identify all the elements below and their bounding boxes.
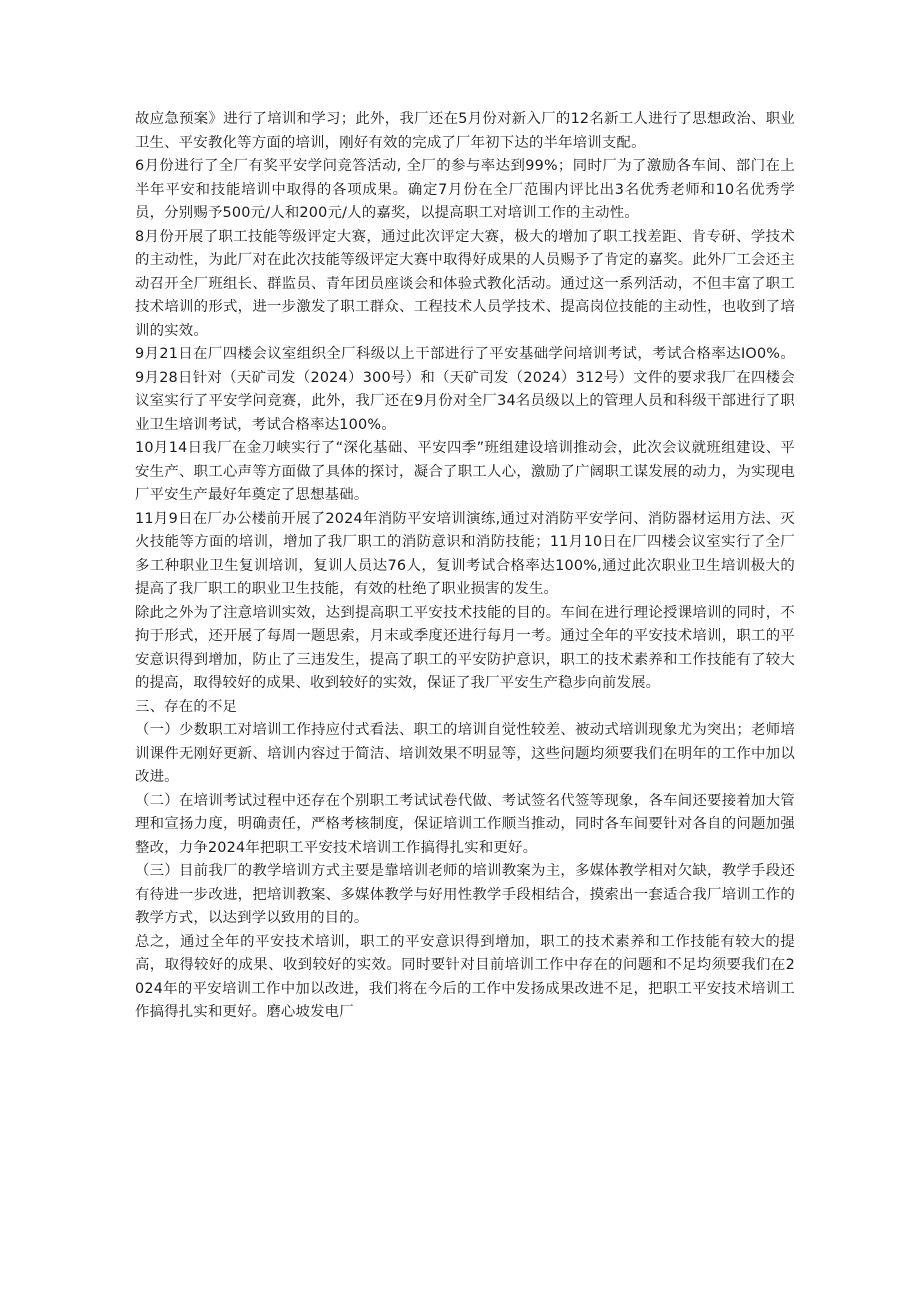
- document-body: [135, 108, 795, 1025]
- paragraph-training-results: 除此之外为了注意培训实效，达到提高职工平安技术技能的目的。车间在进行理论授课培训的同时，不拘于形式，还开展了每周一题思索，月末或季度还进行每月一考。通过全年的平安技术培训，职工的平安意识得到增加，防止了三违发生，提高了职工的平安防护意识，职工的技术素养和工作技能有了较大的提高，取得较好的成果、收到较好的实效，保证了我厂平安生产稳步向前发展。: [135, 604, 795, 691]
- paragraph-june-quiz: 6月份进行了全厂有奖平安学问竞答活动, 全厂的参与率达到99%；同时厂为了激励各车间、部门在上半年平安和技能培训中取得的各项成果。确定7月份在全厂范围内评比出3名优秀老师和10名优秀学员，分别赐予500元/人和200元/人的嘉奖，以提高职工对培训工作的主动性。: [135, 158, 795, 221]
- section-heading-shortcomings: 三、存在的不足: [135, 698, 238, 715]
- paragraph-shortcoming-1: （一）少数职工对培训工作持应付式看法、职工的培训自觉性较差、被动式培训现象尤为突出；老师培训课件无刚好更新、培训内容过于简洁、培训效果不明显等，这些问题均须要我们在明年的工作中加以改进。: [135, 722, 795, 785]
- paragraph-emergency-plan-training: 故应急预案》进行了培训和学习；此外，我厂还在5月份对新入厂的12名新工人进行了思想政治、职业卫生、平安教化等方面的培训，刚好有效的完成了厂年初下达的半年培训支配。: [135, 111, 795, 151]
- paragraph-september-exams: 9月21日在厂四楼会议室组织全厂科级以上干部进行了平安基础学问培训考试，考试合格率达IO0%。9月28日针对（天矿司发（2024）300号）和（天矿司发（2024）312号）文件的要求我厂在四楼会议室实行了平安学问竞赛，此外，我厂还在9月份对全厂34名员级以上的管理人员和科级干部进行了职业卫生培训考试，考试合格率达100%。: [135, 346, 795, 433]
- paragraph-conclusion: 总之，通过全年的平安技术培训，职工的平安意识得到增加，职工的技术素养和工作技能有较大的提高，取得较好的成果、收到较好的实效。同时要针对目前培训工作中存在的问题和不足均须要我们在2024年的平安培训工作中加以改进，我们将在今后的工作中发扬成果改进不足，把职工平安技术培训工作搞得扎实和更好。磨心坡发电厂: [135, 933, 795, 1020]
- paragraph-august-skills-contest: 8月份开展了职工技能等级评定大赛，通过此次评定大赛，极大的增加了职工找差距、肯专研、学技术的主动性，为此厂对在此次技能等级评定大赛中取得好成果的人员赐予了肯定的嘉奖。此外厂工会还主动召开全厂班组长、群监员、青年团员座谈会和体验式教化活动。通过这一系列活动，不但丰富了职工技术培训的形式，进一步激发了职工群众、工程技术人员学技术、提高岗位技能的主动性，也收到了培训的实效。: [135, 228, 795, 339]
- paragraph-shortcoming-3: （三）目前我厂的教学培训方式主要是靠培训老师的培训教案为主，多媒体教学相对欠缺，教学手段还有待进一步改进，把培训教案、多媒体教学与好用性教学手段相结合，摸索出一套适合我厂培训工作的教学方式，以达到学以致用的目的。: [135, 863, 795, 926]
- paragraph-november-fire-drill: 11月9日在厂办公楼前开展了2024年消防平安培训演练,通过对消防平安学问、消防器材运用方法、灭火技能等方面的培训，增加了我厂职工的消防意识和消防技能；11月10日在厂四楼会议室实行了全厂多工种职业卫生复训培训，复训人员达76人，复训考试合格率达100%,通过此次职业卫生培训极大的提高了我厂职工的职业卫生技能，有效的杜绝了职业损害的发生。: [135, 510, 795, 597]
- paragraph-october-meeting: 10月14日我厂在金刀峡实行了“深化基础、平安四季”班组建设培训推动会，此次会议就班组建设、平安生产、职工心声等方面做了具体的探讨，凝合了职工人心，激励了广阔职工谋发展的动力，为实现电厂平安生产最好年奠定了思想基础。: [135, 440, 795, 503]
- paragraph-shortcoming-2: （二）在培训考试过程中还存在个别职工考试试卷代做、考试签名代签等现象，各车间还要接着加大管理和宣扬力度，明确责任，严格考核制度，保证培训工作顺当推动，同时各车间要针对各自的问题加强整改，力争2024年把职工平安技术培训工作搞得扎实和更好。: [135, 792, 795, 856]
